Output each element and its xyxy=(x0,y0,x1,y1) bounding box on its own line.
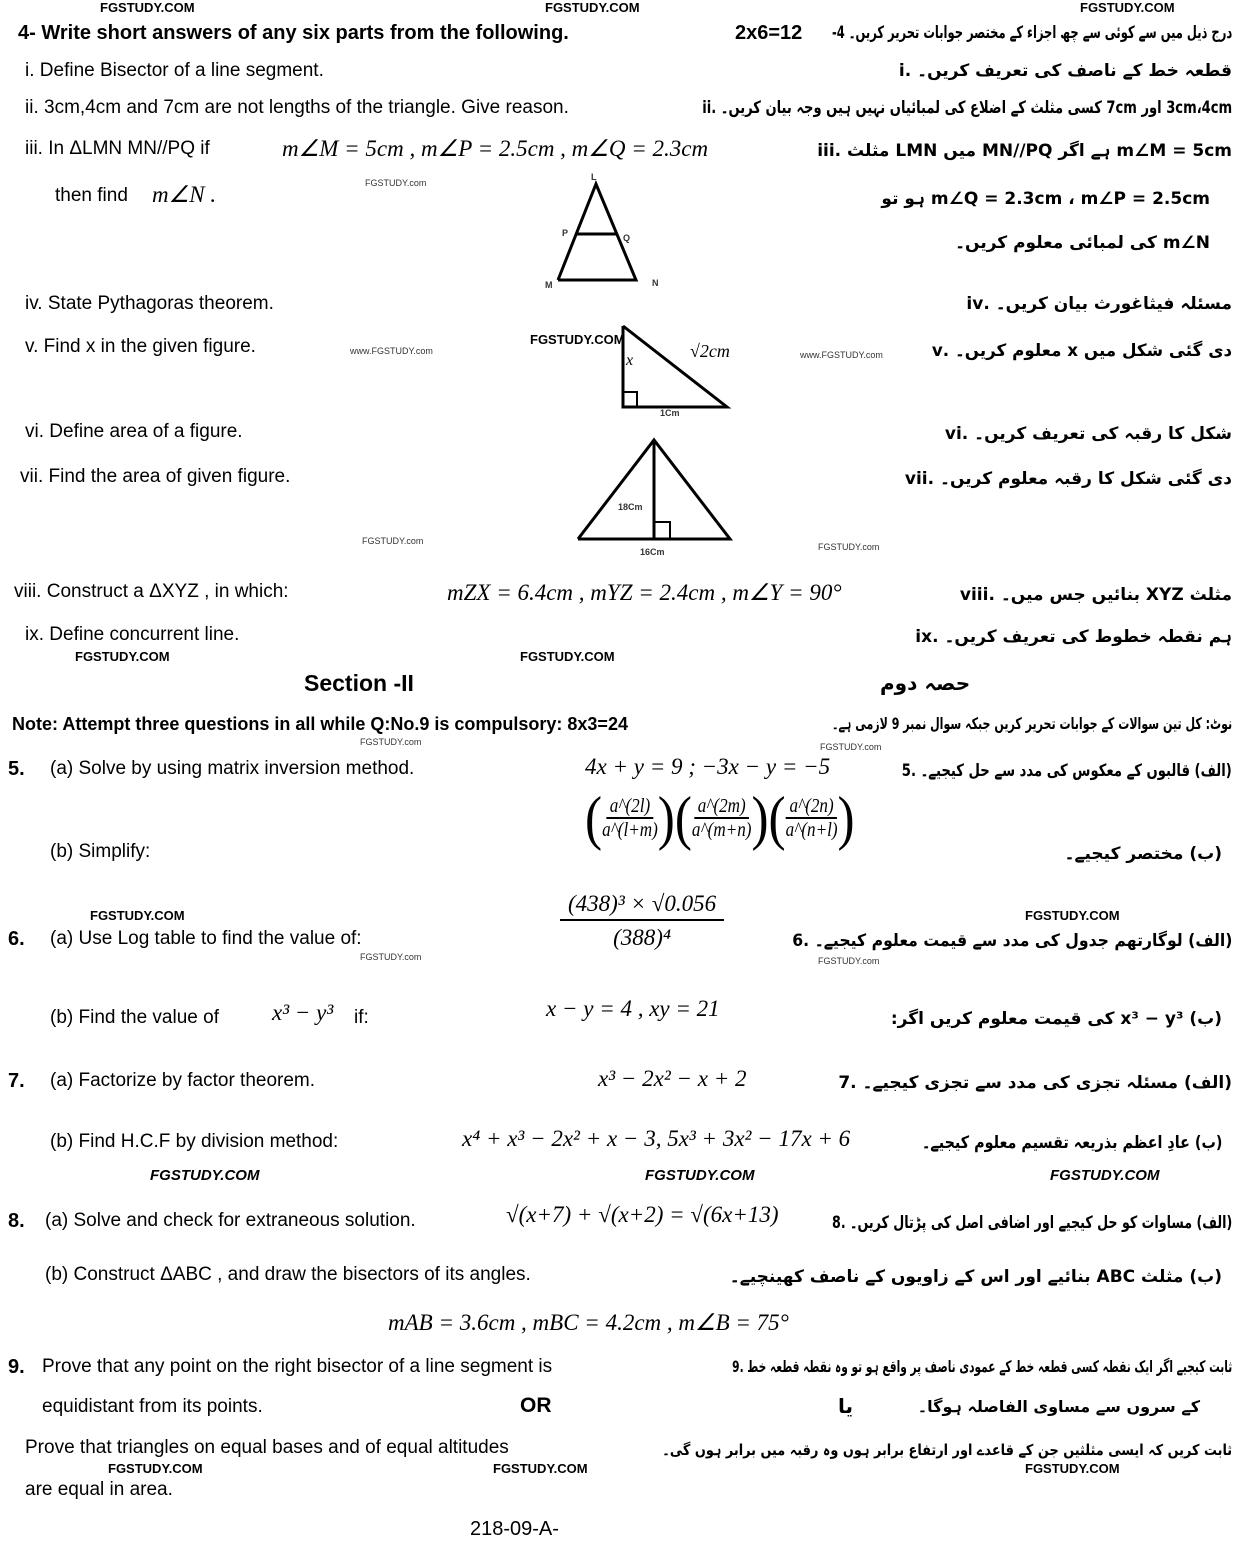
q4-part-iv-urdu: مسئلہ فیثاغورث بیان کریں۔ .iv xyxy=(966,294,1232,314)
watermark: FGSTUDY.COM xyxy=(1080,0,1175,15)
q7a-math: x³ − 2x² − x + 2 xyxy=(598,1066,747,1091)
label-18cm: 18Cm xyxy=(618,502,643,512)
q5b-term3-den: a^(n+l) xyxy=(785,819,838,841)
q5b-term1-den: a^(l+m) xyxy=(602,819,658,841)
q4-part-iii-urdu2: m∠Q = 2.3cm ، m∠P = 2.5cm ہو تو xyxy=(881,189,1210,209)
q5-number: 5. xyxy=(8,758,25,780)
q6b-math: x³ − y³ xyxy=(272,1000,334,1025)
watermark-small: FGSTUDY.com xyxy=(818,956,880,966)
q5b-term3-num: a^(2n) xyxy=(786,795,837,819)
q6b-equation: x − y = 4 , xy = 21 xyxy=(546,996,720,1021)
watermark: FGSTUDY.COM xyxy=(108,1461,203,1476)
label-n: N xyxy=(652,278,659,288)
triangle-lmn-figure xyxy=(540,172,680,290)
q8b-math: mAB = 3.6cm , mBC = 4.2cm , m∠B = 75° xyxy=(388,1310,789,1335)
watermark: FGSTUDY.COM xyxy=(1050,1167,1160,1184)
label-1cm: 1Cm xyxy=(660,408,680,418)
section-note-urdu: نوٹ: کل تین سوالات کے جوابات تحریر کریں جبکہ سوال نمبر 9 لازمی ہے۔ xyxy=(831,714,1232,733)
isosceles-triangle-figure xyxy=(570,436,738,546)
q8a-urdu: (الف) مساوات کو حل کیجیے اور اضافی اصل کی پڑتال کریں۔ .8 xyxy=(831,1213,1232,1233)
q4-part-i: i. Define Bisector of a line segment. xyxy=(25,60,324,81)
q6a-text: (a) Use Log table to find the value of: xyxy=(50,928,362,949)
q5a-urdu: (الف) قالبوں کے معکوس کی مدد سے حل کیجیے۔ .5 xyxy=(902,761,1232,781)
q8b-text: (b) Construct ΔABC , and draw the bisectors of its angles. xyxy=(45,1264,531,1285)
q4-part-iii-math: m∠M = 5cm , m∠P = 2.5cm , m∠Q = 2.3cm xyxy=(282,136,709,161)
watermark-small: FGSTUDY.com xyxy=(818,542,880,552)
q4-part-vi-urdu: شکل کا رقبہ کی تعریف کریں۔ .vi xyxy=(944,424,1232,444)
q7b-math: x⁴ + x³ − 2x² + x − 3, 5x³ + 3x² − 17x + 6 xyxy=(462,1126,851,1151)
q8-number: 8. xyxy=(8,1210,25,1232)
q6a-urdu: (الف) لوگارتھم جدول کی مدد سے قیمت معلوم کیجیے۔ .6 xyxy=(791,931,1232,951)
q8a-math: √(x+7) + √(x+2) = √(6x+13) xyxy=(506,1202,779,1227)
watermark: FGSTUDY.COM xyxy=(90,908,185,923)
watermark-small: www.FGSTUDY.com xyxy=(350,346,433,356)
q9-line4: are equal in area. xyxy=(25,1479,173,1500)
q4-part-ii: ii. 3cm,4cm and 7cm are not lengths of the triangle. Give reason. xyxy=(25,97,569,118)
q9-or-urdu: یا xyxy=(838,1394,854,1418)
watermark: FGSTUDY.COM xyxy=(1025,908,1120,923)
q5b-term2-num: a^(2m) xyxy=(694,795,749,819)
q4-part-iv: iv. State Pythagoras theorem. xyxy=(25,293,274,314)
q6a-denominator: (388)⁴ xyxy=(613,925,671,950)
watermark-small: FGSTUDY.com xyxy=(362,536,424,546)
section-note: Note: Attempt three questions in all while Q:No.9 is compulsory: 8x3=24 xyxy=(12,714,628,734)
q4-marks: 2x6=12 xyxy=(735,22,803,44)
q5a-text: (a) Solve by using matrix inversion method. xyxy=(50,758,415,779)
watermark: FGSTUDY.COM xyxy=(150,1167,260,1184)
q4-part-vii-urdu: دی گئی شکل کا رقبہ معلوم کریں۔ .vii xyxy=(904,469,1232,489)
q4-part-ix: ix. Define concurrent line. xyxy=(25,624,240,645)
q9-urdu1: ثابت کیجیے اگر ایک نقطہ کسی قطعہ خط کے عمودی ناصف پر واقع ہو تو وہ نقطہ قطعہ خط .9 xyxy=(731,1357,1232,1376)
watermark-small: FGSTUDY.com xyxy=(820,742,882,752)
watermark: FGSTUDY.COM xyxy=(545,0,640,15)
watermark: FGSTUDY.COM xyxy=(645,1167,755,1184)
q8b-urdu: (ب) مثلث ABC بنائیے اور اس کے زاویوں کے ناصف کھینچیے۔ xyxy=(729,1267,1222,1287)
watermark: FGSTUDY.COM xyxy=(75,649,170,664)
label-l: L xyxy=(591,172,597,182)
q7a-urdu: (الف) مسئلہ تجزی کی مدد سے تجزی کیجیے۔ .7 xyxy=(838,1073,1232,1093)
label-m: M xyxy=(545,280,553,290)
watermark: FGSTUDY.COM xyxy=(493,1461,588,1476)
q6-number: 6. xyxy=(8,928,25,950)
q6a-numerator: (438)³ × √0.056 xyxy=(560,893,724,921)
watermark-small: www.FGSTUDY.com xyxy=(800,350,883,360)
section-title-urdu: حصہ دوم xyxy=(880,671,971,695)
q9-urdu2: کے سروں سے مساوی الفاصلہ ہوگا۔ xyxy=(917,1397,1200,1416)
label-16cm: 16Cm xyxy=(640,547,665,557)
q5b-term2-den: a^(m+n) xyxy=(691,819,752,841)
q9-urdu3: ثابت کریں کہ ایسی مثلثیں جن کے قاعدے اور ارتفاع برابر ہوں وہ رقبہ میں برابر ہوں گی۔ xyxy=(662,1441,1232,1459)
q9-number: 9. xyxy=(8,1356,25,1378)
q4-title: 4- Write short answers of any six parts from the following. xyxy=(18,22,569,44)
q5b-urdu: (ب) مختصر کیجیے۔ xyxy=(1064,844,1222,864)
label-root2cm: √2cm xyxy=(690,341,730,361)
q6b-urdu: (ب) x³ − y³ کی قیمت معلوم کریں اگر: xyxy=(890,1009,1222,1029)
q4-part-v-urdu: دی گئی شکل میں x معلوم کریں۔ .v xyxy=(931,341,1232,361)
q6b-if: if: xyxy=(354,1007,369,1028)
q8a-text: (a) Solve and check for extraneous solution. xyxy=(45,1210,416,1231)
watermark-small: FGSTUDY.com xyxy=(360,952,422,962)
q7a-text: (a) Factorize by factor theorem. xyxy=(50,1070,316,1091)
label-p: P xyxy=(562,228,569,238)
q4-part-iii-math2: m∠N . xyxy=(152,182,217,207)
q7b-text: (b) Find H.C.F by division method: xyxy=(50,1131,339,1152)
q4-part-viii-urdu: مثلث XYZ بنائیں جس میں۔ .viii xyxy=(959,585,1232,605)
q4-part-ix-urdu: ہم نقطہ خطوط کی تعریف کریں۔ .ix xyxy=(915,627,1232,647)
q4-part-iii-urdu3: m∠N کی لمبائی معلوم کریں۔ xyxy=(955,233,1210,253)
q4-part-vi: vi. Define area of a figure. xyxy=(25,421,243,442)
q4-part-i-urdu: قطعہ خط کے ناصف کی تعریف کریں۔ .i xyxy=(898,61,1232,81)
q9-line2: equidistant from its points. xyxy=(42,1396,263,1417)
q5b-term1-num: a^(2l) xyxy=(606,795,653,819)
label-q: Q xyxy=(623,233,631,243)
q9-line3: Prove that triangles on equal bases and of equal altitudes xyxy=(25,1437,509,1458)
paper-code: 218-09-A- xyxy=(470,1518,559,1540)
watermark-small: FGSTUDY.com xyxy=(360,737,422,747)
q9-or: OR xyxy=(520,1394,552,1417)
section-title: Section -II xyxy=(304,670,414,696)
label-x: x xyxy=(626,352,634,369)
q4-part-iii-then: then find xyxy=(55,185,128,206)
watermark: FGSTUDY.COM xyxy=(100,0,195,15)
q4-part-iii: iii. In ΔLMN MN//PQ if xyxy=(25,138,210,159)
watermark: FGSTUDY.COM xyxy=(1025,1461,1120,1476)
q4-part-viii: viii. Construct a ΔXYZ , in which: xyxy=(14,581,289,602)
q5a-math: 4x + y = 9 ; −3x − y = −5 xyxy=(585,754,831,779)
q9-line1: Prove that any point on the right bisector of a line segment is xyxy=(42,1356,553,1377)
watermark-small: FGSTUDY.com xyxy=(365,178,427,188)
watermark: FGSTUDY.COM xyxy=(520,649,615,664)
q5b-expression: ( $\frac{a\^{}(2l)}{a\^{}(l+m)}$ )( $\frac{a\^{}(2m)}{a\^{}(m+n)}$ )( $\frac{a\^{}(2n)}{a\^{}(n+l)}$ ) xyxy=(585,785,855,851)
watermark: FGSTUDY.COM xyxy=(530,332,625,347)
q6b-text: (b) Find the value of xyxy=(50,1007,219,1028)
q4-part-v: v. Find x in the given figure. xyxy=(25,336,256,357)
q4-part-vii: vii. Find the area of given figure. xyxy=(20,466,291,487)
q6a-expression xyxy=(560,893,724,949)
q7-number: 7. xyxy=(8,1070,25,1092)
q4-part-ii-urdu: 3cm،4cm اور 7cm کسی مثلث کے اضلاع کی لمبائیاں نہیں ہیں وجہ بیان کریں۔ .ii xyxy=(702,98,1232,118)
q4-part-viii-math: mZX = 6.4cm , mYZ = 2.4cm , m∠Y = 90° xyxy=(447,580,842,605)
q4-part-iii-urdu: m∠M = 5cm ہے اگر MN//PQ میں LMN مثلث .iii xyxy=(817,141,1232,161)
q7b-urdu: (ب) عادِ اعظم بذریعہ تقسیم معلوم کیجیے۔ xyxy=(921,1133,1222,1153)
q5b-text: (b) Simplify: xyxy=(50,841,151,862)
q4-title-urdu: درج ذیل میں سے کوئی سے چھ اجزاء کے مختصر جوابات تحریر کریں۔ ‎-4 xyxy=(831,23,1232,43)
